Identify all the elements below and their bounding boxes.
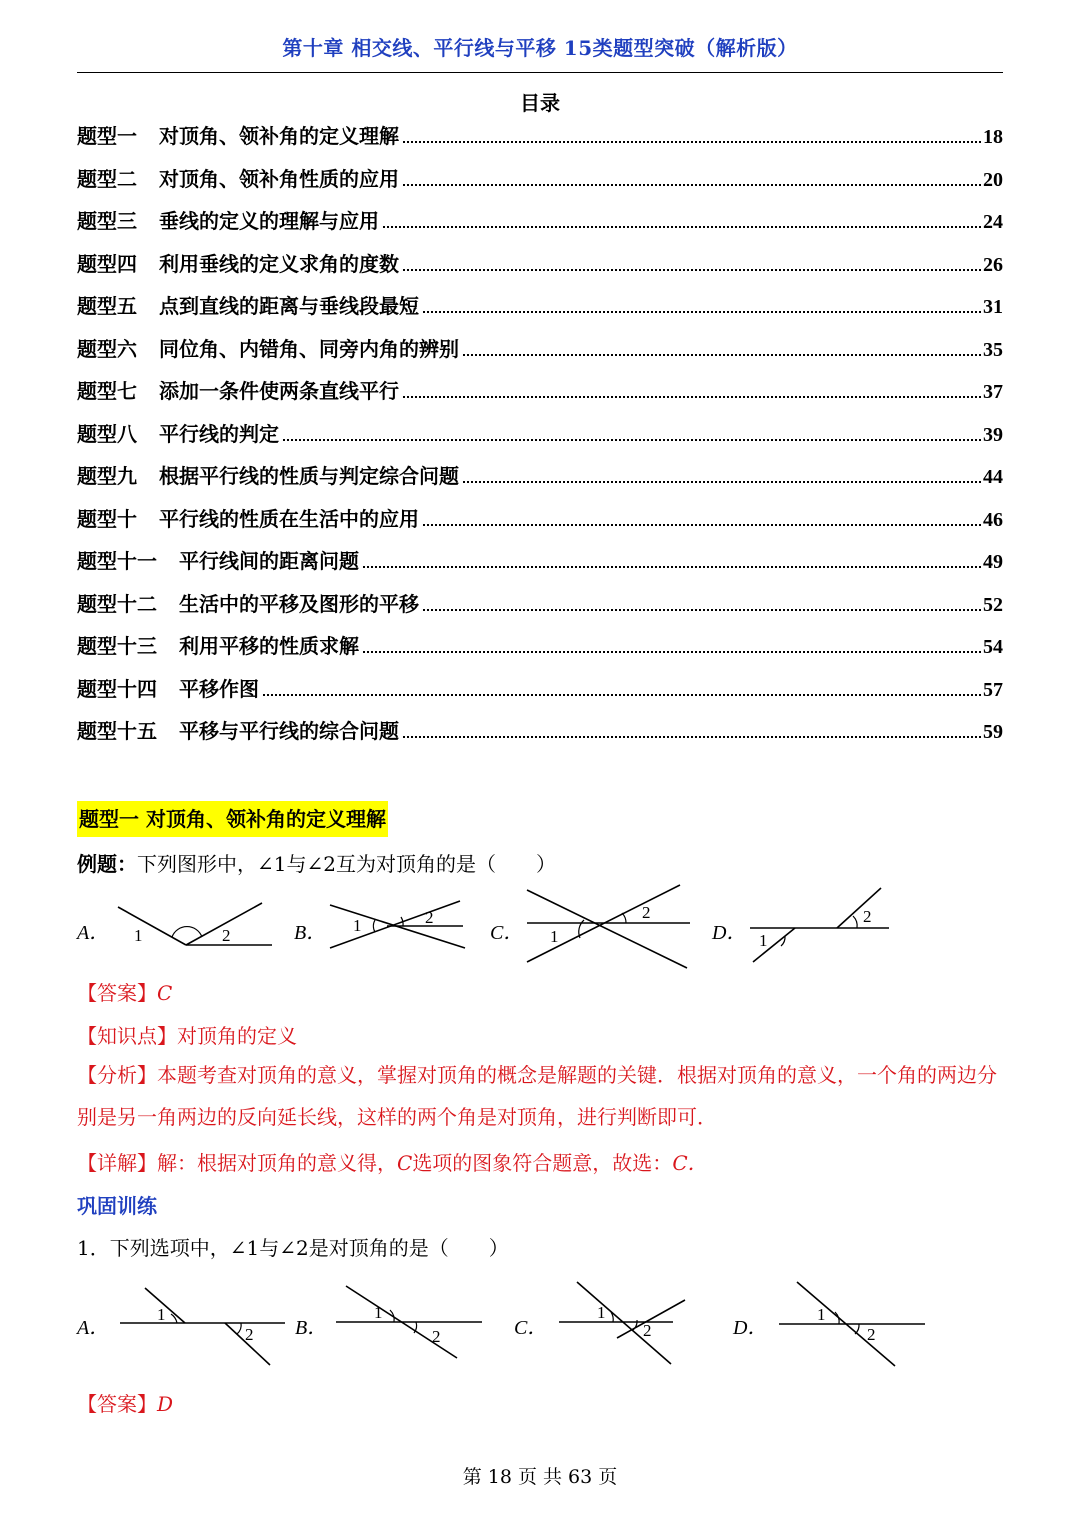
toc-leader-dots — [463, 354, 981, 356]
toc-item-page: 52 — [983, 593, 1003, 616]
toc-item-label: 对顶角、领补角的定义理解 — [159, 124, 399, 148]
practice-option-a-label: A． — [77, 1317, 110, 1339]
example-knowledge — [77, 1020, 297, 1049]
toc-leader-dots — [263, 694, 981, 696]
toc-leader-dots — [463, 481, 981, 483]
section-heading[interactable]: 题型一 对顶角、领补角的定义理解 — [77, 801, 388, 837]
toc-item-number: 题型十五 — [77, 719, 157, 743]
toc-item-number: 题型十三 — [77, 634, 157, 658]
toc-item-page: 39 — [983, 423, 1003, 446]
practice-figure-a — [115, 1280, 290, 1370]
example-option-d-label: D． — [712, 922, 747, 944]
svg-text:1: 1 — [759, 931, 768, 950]
svg-text:2: 2 — [863, 907, 872, 926]
toc-item-number: 题型七 — [77, 379, 137, 403]
practice-option-c-label: C． — [514, 1317, 548, 1339]
toc-item[interactable] — [77, 503, 1003, 546]
toc-item-label: 生活中的平移及图形的平移 — [179, 591, 419, 616]
example-question — [77, 848, 556, 877]
toc-leader-dots — [383, 226, 981, 228]
table-of-contents — [77, 120, 1003, 758]
toc-item-page: 49 — [983, 551, 1003, 573]
toc-leader-dots — [423, 311, 981, 313]
practice-figure-d — [775, 1278, 930, 1370]
toc-leader-dots — [423, 609, 981, 611]
example-prefix: 例题： — [77, 852, 137, 876]
toc-leader-dots — [403, 269, 981, 271]
toc-item[interactable] — [77, 248, 1003, 291]
toc-leader-dots — [403, 141, 981, 143]
toc-item[interactable] — [77, 418, 1003, 461]
practice-title: 巩固训练 — [77, 1194, 157, 1218]
toc-item-number: 题型十四 — [77, 676, 157, 701]
detail-tag: 【详解】 — [77, 1151, 157, 1175]
toc-item-page: 59 — [983, 721, 1003, 743]
knowledge-tag: 【知识点】 — [77, 1024, 177, 1048]
answer-value: C — [157, 981, 173, 1005]
toc-item-label: 同位角、内错角、同旁内角的辨别 — [159, 336, 459, 361]
toc-item-number: 题型三 — [77, 209, 137, 233]
svg-text:1: 1 — [597, 1303, 606, 1322]
practice-question: 1．下列选项中，∠1与∠2是对顶角的是（ ） — [77, 1236, 509, 1260]
toc-leader-dots — [403, 184, 981, 186]
toc-item[interactable] — [77, 290, 1003, 333]
toc-item-page: 57 — [983, 678, 1003, 701]
practice-figure-b — [332, 1282, 487, 1362]
svg-text:1: 1 — [353, 916, 362, 935]
example-answer — [77, 977, 172, 1006]
page-footer: 第 18 页 共 63 页 — [462, 1466, 618, 1488]
toc-item-number: 题型十二 — [77, 591, 157, 616]
toc-item-page: 24 — [983, 211, 1003, 233]
toc-item-label: 平移作图 — [179, 676, 259, 701]
knowledge-text: 对顶角的定义 — [177, 1024, 297, 1048]
toc-item-label: 平行线的判定 — [159, 421, 279, 446]
practice-figure-c — [555, 1278, 690, 1368]
toc-leader-dots — [363, 651, 981, 653]
toc-item-number: 题型一 — [77, 124, 137, 148]
toc-item[interactable] — [77, 545, 1003, 588]
practice-option-b-label: B． — [295, 1317, 328, 1339]
svg-text:1: 1 — [374, 1303, 383, 1322]
toc-item-label: 对顶角、领补角性质的应用 — [159, 166, 399, 191]
toc-item-label: 平移与平行线的综合问题 — [179, 719, 399, 743]
toc-item-page: 37 — [983, 381, 1003, 403]
svg-text:2: 2 — [425, 908, 434, 927]
toc-item[interactable] — [77, 120, 1003, 163]
toc-item[interactable] — [77, 163, 1003, 206]
example-figure-c — [522, 880, 697, 972]
example-analysis — [77, 1054, 1003, 1138]
toc-item-page: 26 — [983, 253, 1003, 276]
toc-item-number: 题型十一 — [77, 549, 157, 573]
toc-item-page: 54 — [983, 636, 1003, 658]
toc-item-label: 添加一条件使两条直线平行 — [159, 379, 399, 403]
toc-leader-dots — [403, 736, 981, 738]
svg-text:2: 2 — [643, 1321, 652, 1340]
practice-answer — [77, 1388, 173, 1417]
example-figure-a — [110, 895, 280, 955]
toc-item-label: 平行线的性质在生活中的应用 — [159, 506, 419, 531]
toc-item[interactable] — [77, 715, 1003, 758]
toc-item-number: 题型二 — [77, 166, 137, 191]
svg-text:1: 1 — [134, 926, 143, 945]
header-divider — [77, 72, 1003, 73]
toc-item-label: 点到直线的距离与垂线段最短 — [159, 294, 419, 318]
toc-item-label: 利用垂线的定义求角的度数 — [159, 251, 399, 276]
svg-text:2: 2 — [222, 926, 231, 945]
header-title: 第十章 相交线、平行线与平移 15类题型突破（解析版） — [282, 36, 798, 60]
toc-item-label: 利用平移的性质求解 — [179, 634, 359, 658]
analysis-tag: 【分析】 — [77, 1063, 157, 1087]
toc-item-page: 44 — [983, 466, 1003, 488]
svg-text:1: 1 — [817, 1305, 826, 1324]
example-figure-b — [325, 893, 470, 955]
example-option-c-label: C． — [490, 922, 524, 944]
toc-item[interactable] — [77, 375, 1003, 418]
svg-text:2: 2 — [642, 903, 651, 922]
svg-text:2: 2 — [867, 1325, 876, 1344]
svg-text:1: 1 — [157, 1305, 166, 1324]
svg-text:1: 1 — [550, 927, 559, 946]
example-detail: 【详解】解：根据对顶角的意义得，C选项的图象符合题意，故选：C． — [77, 1151, 708, 1175]
practice-answer-value: D — [157, 1392, 174, 1416]
toc-item-page: 35 — [983, 338, 1003, 361]
example-figure-d — [745, 880, 895, 965]
toc-item[interactable] — [77, 630, 1003, 673]
svg-text:2: 2 — [432, 1327, 441, 1346]
toc-item-number: 题型八 — [77, 421, 137, 446]
toc-title: 目录 — [520, 91, 560, 115]
toc-item-number: 题型四 — [77, 251, 137, 276]
toc-item-label: 平行线间的距离问题 — [179, 549, 359, 573]
toc-item[interactable] — [77, 460, 1003, 503]
toc-item-number: 题型九 — [77, 464, 137, 488]
example-option-a-label: A． — [77, 922, 110, 944]
answer-tag: 【答案】 — [77, 981, 157, 1005]
toc-leader-dots — [403, 396, 981, 398]
toc-item-label: 垂线的定义的理解与应用 — [159, 209, 379, 233]
practice-answer-tag: 【答案】 — [77, 1392, 157, 1416]
toc-item-page: 18 — [983, 126, 1003, 148]
practice-option-d-label: D． — [733, 1317, 768, 1339]
toc-item-page: 46 — [983, 508, 1003, 531]
analysis-text: 本题考查对顶角的意义，掌握对顶角的概念是解题的关键．根据对顶角的意义，一个角的两边分别是另一角两边的反向延长线，这样的两个角是对顶角，进行判断即可． — [77, 1063, 997, 1129]
toc-item[interactable] — [77, 205, 1003, 248]
svg-text:2: 2 — [245, 1325, 254, 1344]
toc-item-number: 题型十 — [77, 506, 137, 531]
toc-item[interactable] — [77, 333, 1003, 376]
example-option-b-label: B． — [294, 922, 327, 944]
toc-leader-dots — [283, 439, 981, 441]
toc-item[interactable] — [77, 673, 1003, 716]
toc-item[interactable] — [77, 588, 1003, 631]
toc-item-page: 31 — [983, 296, 1003, 318]
toc-leader-dots — [363, 566, 981, 568]
toc-item-page: 20 — [983, 168, 1003, 191]
toc-item-number: 题型五 — [77, 294, 137, 318]
toc-item-label: 根据平行线的性质与判定综合问题 — [159, 464, 459, 488]
example-question-text: 下列图形中，∠1与∠2互为对顶角的是（ ） — [137, 852, 556, 876]
toc-leader-dots — [423, 524, 981, 526]
toc-item-number: 题型六 — [77, 336, 137, 361]
